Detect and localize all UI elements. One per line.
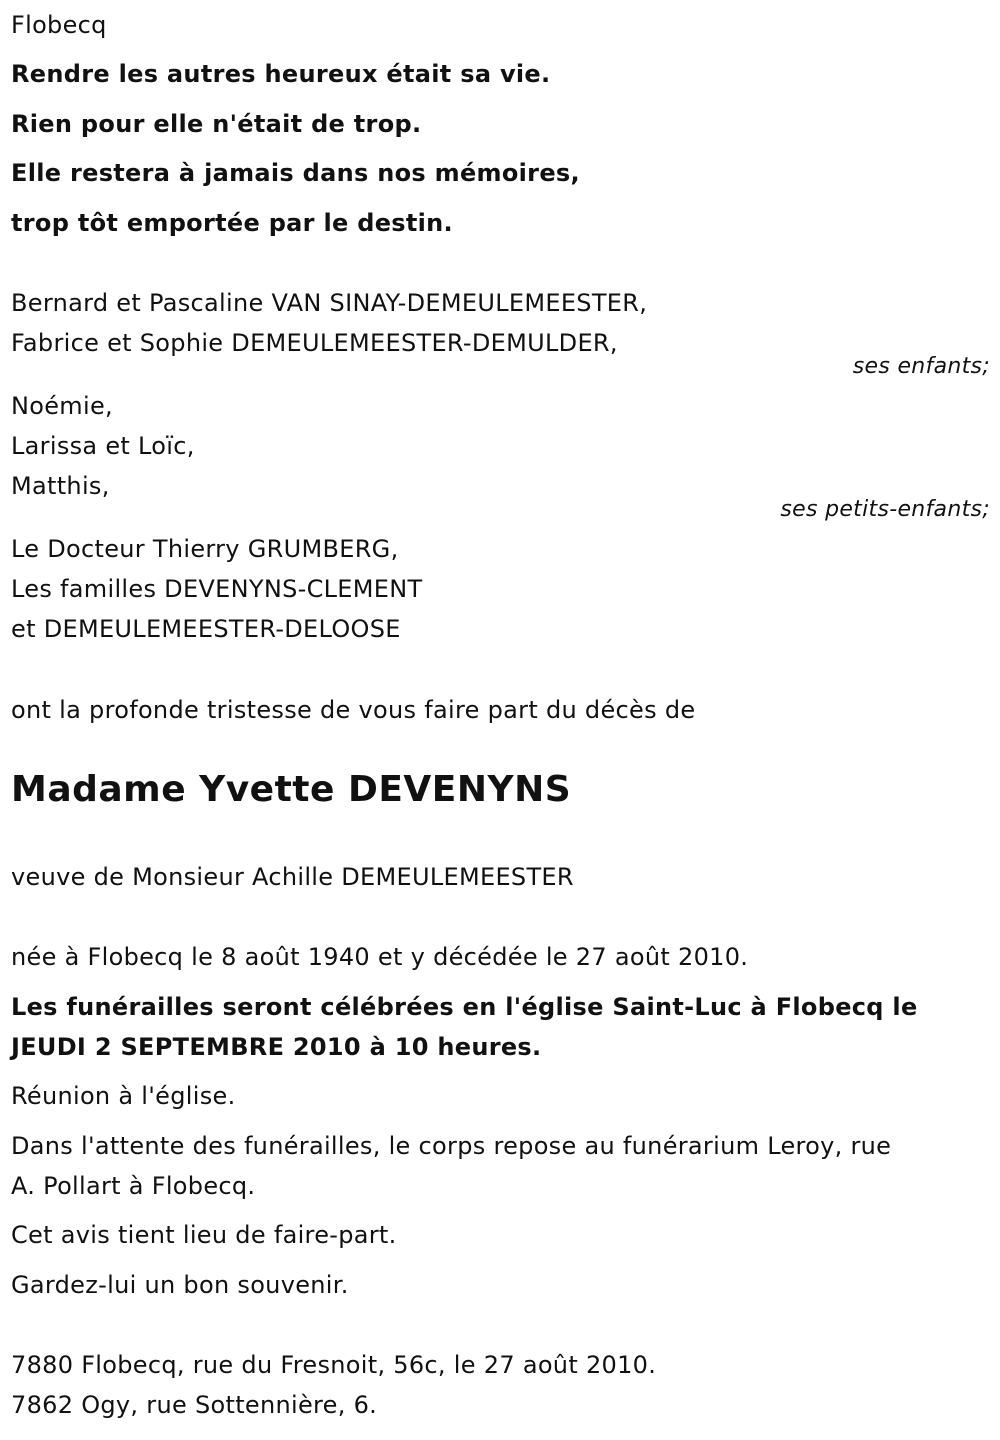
grandchild-line-2: Larissa et Loïc, — [11, 432, 195, 460]
poem-line-1: Rendre les autres heureux était sa vie. — [11, 60, 551, 88]
children-line-2: Fabrice et Sophie DEMEULEMEESTER-DEMULDER, — [11, 329, 618, 357]
deceased-name: Madame Yvette DEVENYNS — [11, 769, 572, 810]
grandchild-line-3: Matthis, — [11, 472, 110, 500]
children-line-1: Bernard et Pascaline VAN SINAY-DEMEULEMEESTER, — [11, 289, 648, 317]
repose-line-2: A. Pollart à Flobecq. — [11, 1172, 256, 1200]
widow-of-text: veuve de Monsieur Achille DEMEULEMEESTER — [11, 863, 574, 891]
poem-line-3: Elle restera à jamais dans nos mémoires, — [11, 159, 580, 187]
grandchildren-label: ses petits-enfants; — [780, 497, 990, 522]
poem-line-2: Rien pour elle n'était de trop. — [11, 110, 422, 138]
meeting-text: Réunion à l'église. — [11, 1082, 236, 1110]
children-label: ses enfants; — [852, 354, 990, 379]
others-line-1: Le Docteur Thierry GRUMBERG, — [11, 535, 399, 563]
others-line-3: et DEMEULEMEESTER-DELOOSE — [11, 615, 401, 643]
grandchild-line-1: Noémie, — [11, 392, 113, 420]
funeral-line-2: JEUDI 2 SEPTEMBRE 2010 à 10 heures. — [11, 1033, 542, 1061]
location-heading: Flobecq — [11, 11, 107, 39]
others-line-2: Les familles DEVENYNS-CLEMENT — [11, 575, 423, 603]
address-line-1: 7880 Flobecq, rue du Fresnoit, 56c, le 27 août 2010. — [11, 1351, 657, 1379]
announcement-text: ont la profonde tristesse de vous faire part du décès de — [11, 696, 696, 724]
memory-text: Gardez-lui un bon souvenir. — [11, 1271, 349, 1299]
repose-line-1: Dans l'attente des funérailles, le corps repose au funérarium Leroy, rue — [11, 1132, 892, 1160]
notice-text: Cet avis tient lieu de faire-part. — [11, 1221, 397, 1249]
funeral-line-1: Les funérailles seront célébrées en l'église Saint-Luc à Flobecq le — [11, 993, 918, 1021]
poem-line-4: trop tôt emportée par le destin. — [11, 209, 453, 237]
address-line-2: 7862 Ogy, rue Sottennière, 6. — [11, 1391, 378, 1419]
birth-death-text: née à Flobecq le 8 août 1940 et y décédée le 27 août 2010. — [11, 943, 749, 971]
